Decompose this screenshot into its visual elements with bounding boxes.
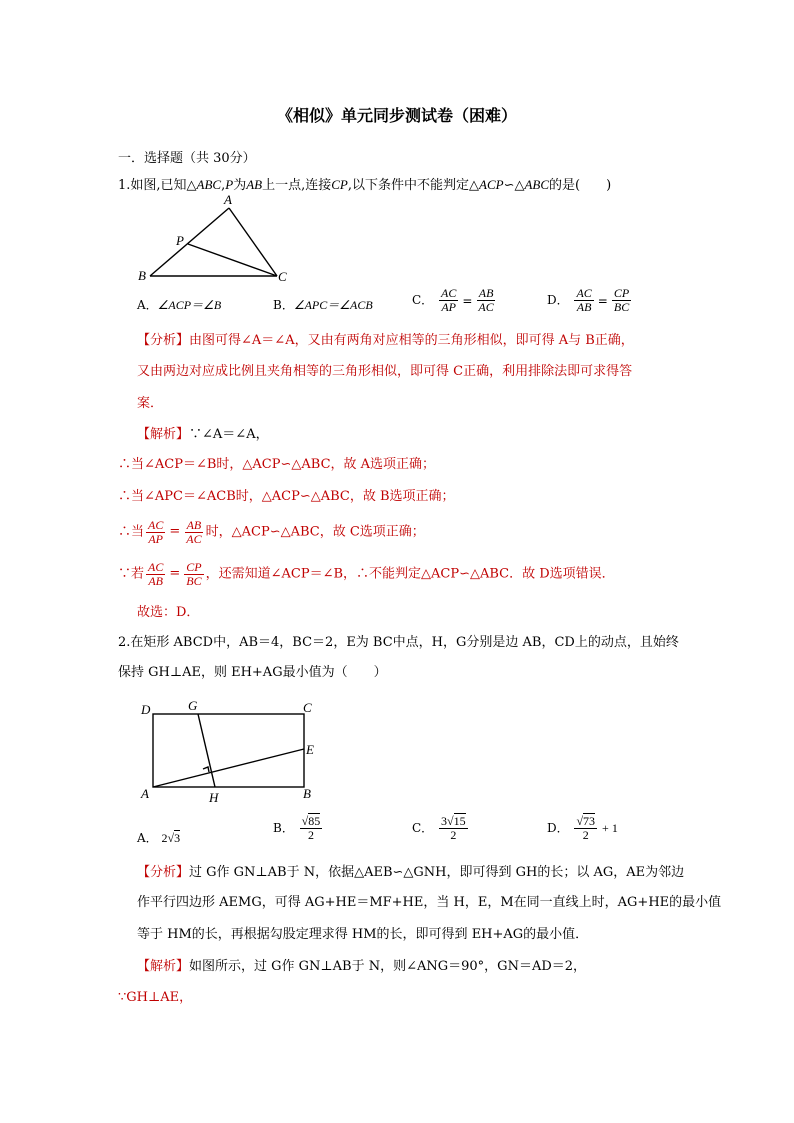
q2-label-a: A xyxy=(141,786,149,801)
q1-solution-line-4: ∴当 $\frac{AC}{AP}$ = $\frac{AB}{AC}$ 时，△ACP∽△ABC，故 C选项正确； xyxy=(118,517,425,546)
q1-label-a: A xyxy=(224,192,232,207)
q1-solution-line-1: 【解析】∵∠A＝∠A， xyxy=(137,427,269,442)
q1-solution-line-5: ∵若 $\frac{AC}{AB}$ = $\frac{CP}{BC}$ ，还需知道∠ACP＝∠B，∴不能判定△ACP∽△ABC．故 D选项错误． xyxy=(118,559,615,588)
q1-analysis-line-2: 又由两边对应成比例且夹角相等的三角形相似，即可得 C正确，利用排除法即可求得答 xyxy=(137,364,633,379)
q2-label-e: E xyxy=(306,742,314,757)
q1-stem: 1.如图,已知△ABC,P为AB上一点,连接CP,以下条件中不能判定△ACP∽△ABC的是( ) xyxy=(118,177,612,193)
q2-option-d[interactable]: D． $\frac{√73}{2}$ + 1 xyxy=(547,814,618,842)
q1-analysis-line-3: 案． xyxy=(137,396,164,411)
q1-label-b: B xyxy=(138,268,146,283)
q1-analysis-line-1: 【分析】由图可得∠A＝∠A，又由有两角对应相等的三角形相似，即可得 A与 B正确， xyxy=(137,333,634,348)
q1-label-c: C xyxy=(278,269,287,284)
q2-solution-line-1: 【解析】如图所示，过 G作 GN⊥AB于 N，则∠ANG＝90°，GN＝AD＝2， xyxy=(137,959,587,974)
q2-option-b[interactable]: B． $\frac{√85}{2}$ xyxy=(273,814,321,842)
q2-analysis-line-3: 等于 HM的长，再根据勾股定理求得 HM的长，即可得到 EH+AG的最小值． xyxy=(137,927,589,942)
q2-option-c[interactable]: C． $\frac{3√15}{2}$ xyxy=(412,814,466,842)
q2-label-c: C xyxy=(303,700,312,715)
q1-triangle-figure xyxy=(130,192,300,287)
q2-analysis-line-1: 【分析】过 G作 GN⊥AB于 N，依据△AEB∽△GNH，即可得到 GH的长；以 AG，AE为邻边 xyxy=(137,865,685,880)
q2-stem-line-1: 2.在矩形 ABCD中，AB＝4，BC＝2，E为 BC中点，H，G分别是边 AB，CD上的动点，且始终 xyxy=(118,635,679,650)
q2-analysis-line-2: 作平行四边形 AEMG，可得 AG+HE＝MF+HE，当 H，E，M在同一直线上时，AG+HE的最小值 xyxy=(137,895,722,910)
q2-label-b: B xyxy=(303,786,311,801)
q1-solution-line-2: ∴当∠ACP＝∠B时，△ACP∽△ABC，故 A选项正确； xyxy=(118,457,436,472)
q1-option-d[interactable]: D． $\frac{AC}{AB}$ = $\frac{CP}{BC}$ xyxy=(547,286,630,314)
page-title: 《相似》单元同步测试卷（困难） xyxy=(276,106,517,125)
q1-solution-line-3: ∴当∠APC＝∠ACB时，△ACP∽△ABC，故 B选项正确； xyxy=(118,489,455,504)
q2-solution-line-2: ∵GH⊥AE， xyxy=(118,990,193,1005)
q2-option-a[interactable]: A． 2√3 xyxy=(137,831,181,845)
q1-answer: 故选：D． xyxy=(137,605,200,620)
q2-label-d: D xyxy=(141,702,151,717)
q1-option-a[interactable]: A．∠ACP＝∠B xyxy=(137,298,222,312)
q1-option-c[interactable]: C． $\frac{AC}{AP}$ = $\frac{AB}{AC}$ xyxy=(412,286,494,314)
q2-label-h: H xyxy=(209,790,219,805)
q1-label-p: P xyxy=(176,233,184,248)
q2-label-g: G xyxy=(188,698,198,713)
q2-rectangle-figure xyxy=(138,694,328,806)
q2-stem-line-2: 保持 GH⊥AE，则 EH+AG最小值为（ ） xyxy=(118,665,387,680)
section-heading: 一．选择题（共 30分） xyxy=(118,151,256,166)
q1-option-b[interactable]: B．∠APC＝∠ACB xyxy=(273,298,373,312)
